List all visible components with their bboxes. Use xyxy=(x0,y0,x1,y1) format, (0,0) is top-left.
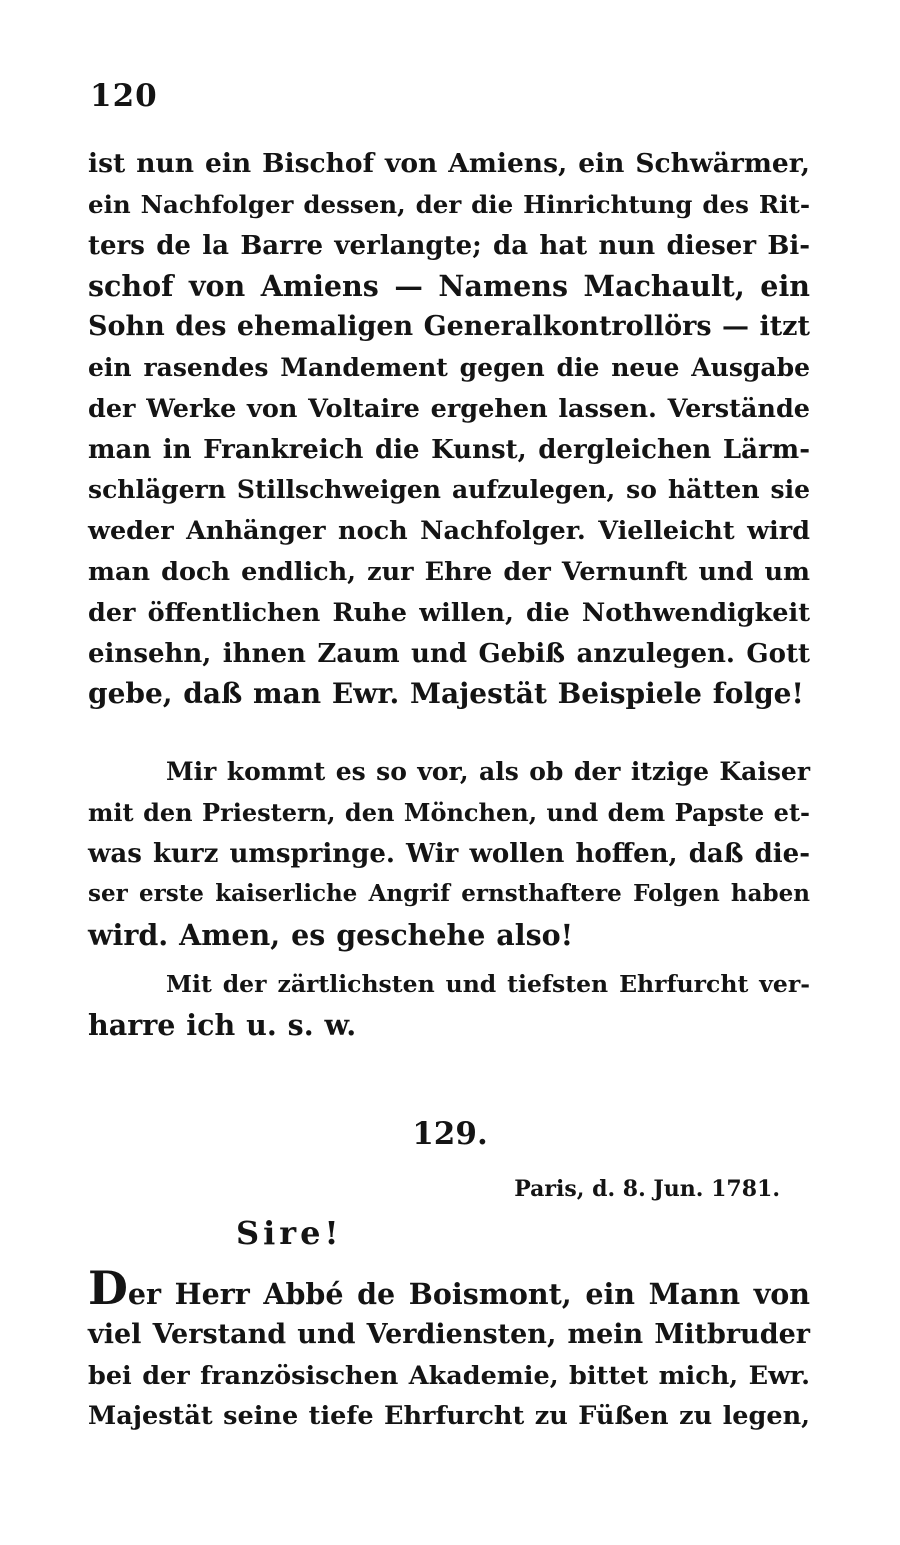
text-line: man doch endlich, zur Ehre der Vernunft und um xyxy=(88,556,810,587)
text-line: mit den Priestern, den Mönchen, und dem Papste et- xyxy=(88,797,810,827)
text-line: Sohn des ehemaligen Generalkontrollörs — itzt xyxy=(88,311,810,343)
text-line: Mit der zärtlichsten und tiefsten Ehrfurcht ver- xyxy=(166,970,810,998)
text-line: wird. Amen, es geschehe also! xyxy=(88,918,574,953)
text-line: ters de la Barre verlangte; da hat nun dieser Bi- xyxy=(88,230,810,261)
text-line: harre ich u. s. w. xyxy=(88,1007,357,1042)
letter-body xyxy=(88,1261,810,1437)
text-line: viel Verstand und Verdiensten, mein Mitbruder xyxy=(88,1318,810,1350)
letter-number: 129. xyxy=(412,1116,488,1152)
text-line: schof von Amiens — Namens Machault, ein xyxy=(88,269,810,304)
text-line: Mir kommt es so vor, als ob der itzige Kaiser xyxy=(166,757,810,786)
paragraph-2 xyxy=(88,752,810,956)
page-number: 120 xyxy=(90,78,158,114)
text-line: einsehn, ihnen Zaum und Gebiß anzulegen. Gott xyxy=(88,638,810,669)
text-line: ser erste kaiserliche Angrif ernsthaftere Folgen haben xyxy=(88,880,810,908)
drop-cap: D xyxy=(88,1261,128,1315)
text-line-first xyxy=(88,1261,810,1315)
letter-salutation: Sire! xyxy=(236,1214,343,1252)
text-line: ist nun ein Bischof von Amiens, ein Schwärmer, xyxy=(88,148,810,179)
text-line: der öffentlichen Ruhe willen, die Nothwendigkeit xyxy=(88,597,810,628)
paragraph-1 xyxy=(88,144,810,715)
text-line: ein rasendes Mandement gegen die neue Ausgabe xyxy=(88,352,810,382)
letter-dateline: Paris, d. 8. Jun. 1781. xyxy=(514,1176,780,1202)
text-line: was kurz umspringe. Wir wollen hoffen, daß die- xyxy=(88,838,810,869)
text-line: Majestät seine tiefe Ehrfurcht zu Füßen zu legen, xyxy=(88,1401,810,1432)
text-line: schlägern Stillschweigen aufzulegen, so hätten sie xyxy=(88,475,810,505)
text-line: gebe, daß man Ewr. Majestät Beispiele folge! xyxy=(88,677,804,711)
text-line: der Werke von Voltaire ergehen lassen. Verstände xyxy=(88,393,810,424)
text-line-rest: er Herr Abbé de Boismont, ein Mann von xyxy=(127,1277,810,1311)
text-line: bei der französischen Akademie, bittet mich, Ewr. xyxy=(88,1360,810,1391)
paragraph-3 xyxy=(88,964,810,1046)
text-line: weder Anhänger noch Nachfolger. Vielleicht wird xyxy=(88,516,810,547)
text-line: man in Frankreich die Kunst, dergleichen Lärm- xyxy=(88,434,810,465)
text-line: ein Nachfolger dessen, der die Hinrichtung des Rit- xyxy=(88,189,810,219)
